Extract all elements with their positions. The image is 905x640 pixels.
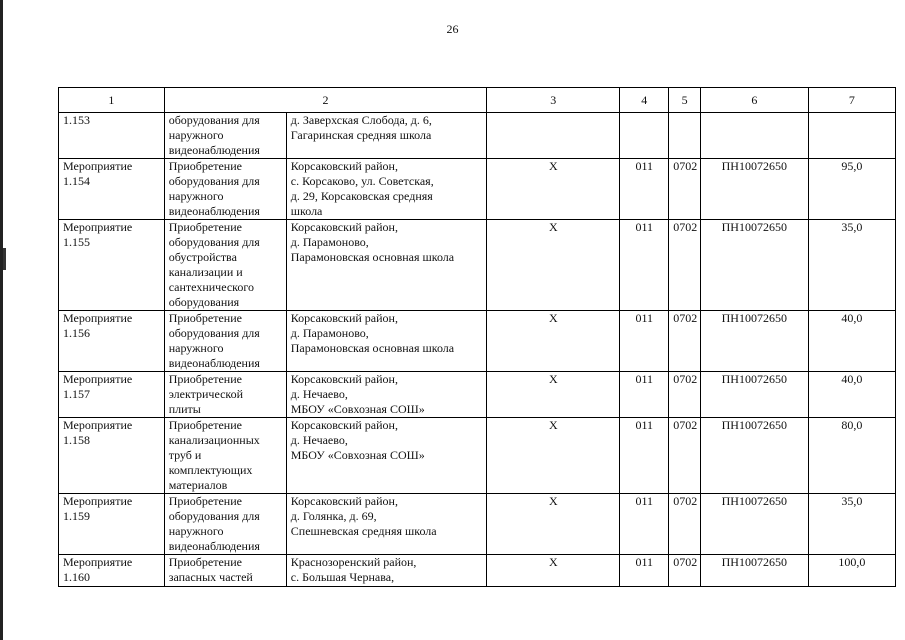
header-col-3: 3 <box>487 88 620 113</box>
scan-left-edge <box>0 0 3 640</box>
header-col-4: 4 <box>620 88 669 113</box>
scan-margin-mark <box>3 248 6 270</box>
cell-purchase-description: Приобретение оборудования для наружного видеонаблюдения <box>164 311 286 372</box>
header-col-7: 7 <box>808 88 895 113</box>
table-row <box>59 494 896 555</box>
cell-col-5: 0702 <box>669 159 701 220</box>
header-col-1: 1 <box>59 88 165 113</box>
cell-col-5: 0702 <box>669 418 701 494</box>
cell-location: д. Заверхская Слобода, д. 6, Гагаринская средняя школа <box>286 113 487 159</box>
cell-location: Корсаковский район, д. Голянка, д. 69, Спешневская средняя школа <box>286 494 487 555</box>
cell-col-3: Х <box>487 418 620 494</box>
cell-col-5: 0702 <box>669 220 701 311</box>
cell-col-6: ПН10072650 <box>700 494 808 555</box>
header-col-6: 6 <box>700 88 808 113</box>
cell-purchase-description: оборудования для наружного видеонаблюдения <box>164 113 286 159</box>
cell-col-7: 95,0 <box>808 159 895 220</box>
cell-col-6: ПН10072650 <box>700 220 808 311</box>
cell-col-3: Х <box>487 311 620 372</box>
cell-col-4: 011 <box>620 555 669 587</box>
table-row <box>59 372 896 418</box>
cell-location: Корсаковский район, д. Парамоново, Парамоновская основная школа <box>286 220 487 311</box>
table-row <box>59 311 896 372</box>
budget-table <box>58 87 896 587</box>
cell-col-5: 0702 <box>669 372 701 418</box>
cell-location: Корсаковский район, с. Корсаково, ул. Советская, д. 29, Корсаковская средняя школа <box>286 159 487 220</box>
cell-col-4: 011 <box>620 372 669 418</box>
cell-col-4: 011 <box>620 220 669 311</box>
header-row <box>59 88 896 113</box>
cell-event-number: Мероприятие 1.154 <box>59 159 165 220</box>
cell-col-5 <box>669 113 701 159</box>
cell-col-4: 011 <box>620 494 669 555</box>
cell-col-3: Х <box>487 494 620 555</box>
cell-event-number: Мероприятие 1.157 <box>59 372 165 418</box>
cell-col-3: Х <box>487 372 620 418</box>
cell-purchase-description: Приобретение оборудования для наружного видеонаблюдения <box>164 494 286 555</box>
cell-col-6: ПН10072650 <box>700 159 808 220</box>
header-col-5: 5 <box>669 88 701 113</box>
table-row <box>59 220 896 311</box>
cell-col-7: 35,0 <box>808 494 895 555</box>
cell-col-7: 40,0 <box>808 372 895 418</box>
table-row <box>59 418 896 494</box>
cell-col-4: 011 <box>620 311 669 372</box>
cell-col-7: 80,0 <box>808 418 895 494</box>
cell-col-7: 100,0 <box>808 555 895 587</box>
cell-event-number: Мероприятие 1.160 <box>59 555 165 587</box>
cell-location: Корсаковский район, д. Парамоново, Парамоновская основная школа <box>286 311 487 372</box>
cell-purchase-description: Приобретение электрической плиты <box>164 372 286 418</box>
cell-col-3: Х <box>487 220 620 311</box>
cell-col-3: Х <box>487 555 620 587</box>
cell-col-3: Х <box>487 159 620 220</box>
cell-col-6 <box>700 113 808 159</box>
cell-event-number: Мероприятие 1.158 <box>59 418 165 494</box>
cell-col-5: 0702 <box>669 555 701 587</box>
cell-col-5: 0702 <box>669 311 701 372</box>
cell-col-4 <box>620 113 669 159</box>
cell-event-number: Мероприятие 1.156 <box>59 311 165 372</box>
cell-col-4: 011 <box>620 418 669 494</box>
cell-col-7: 40,0 <box>808 311 895 372</box>
cell-purchase-description: Приобретение оборудования для обустройства канализации и сантехнического оборудования <box>164 220 286 311</box>
cell-location: Корсаковский район, д. Нечаево, МБОУ «Совхозная СОШ» <box>286 418 487 494</box>
cell-event-number: Мероприятие 1.155 <box>59 220 165 311</box>
cell-col-4: 011 <box>620 159 669 220</box>
cell-col-3 <box>487 113 620 159</box>
cell-purchase-description: Приобретение оборудования для наружного видеонаблюдения <box>164 159 286 220</box>
table-row <box>59 113 896 159</box>
table-row <box>59 555 896 587</box>
cell-location: Корсаковский район, д. Нечаево, МБОУ «Совхозная СОШ» <box>286 372 487 418</box>
cell-event-number: Мероприятие 1.159 <box>59 494 165 555</box>
cell-event-number: 1.153 <box>59 113 165 159</box>
cell-col-7 <box>808 113 895 159</box>
cell-purchase-description: Приобретение канализационных труб и комплектующих материалов <box>164 418 286 494</box>
cell-purchase-description: Приобретение запасных частей <box>164 555 286 587</box>
cell-location: Краснозоренский район, с. Большая Чернава, <box>286 555 487 587</box>
cell-col-5: 0702 <box>669 494 701 555</box>
cell-col-7: 35,0 <box>808 220 895 311</box>
header-col-2: 2 <box>164 88 487 113</box>
cell-col-6: ПН10072650 <box>700 372 808 418</box>
cell-col-6: ПН10072650 <box>700 418 808 494</box>
table-row <box>59 159 896 220</box>
cell-col-6: ПН10072650 <box>700 311 808 372</box>
page-number: 26 <box>446 22 459 36</box>
cell-col-6: ПН10072650 <box>700 555 808 587</box>
